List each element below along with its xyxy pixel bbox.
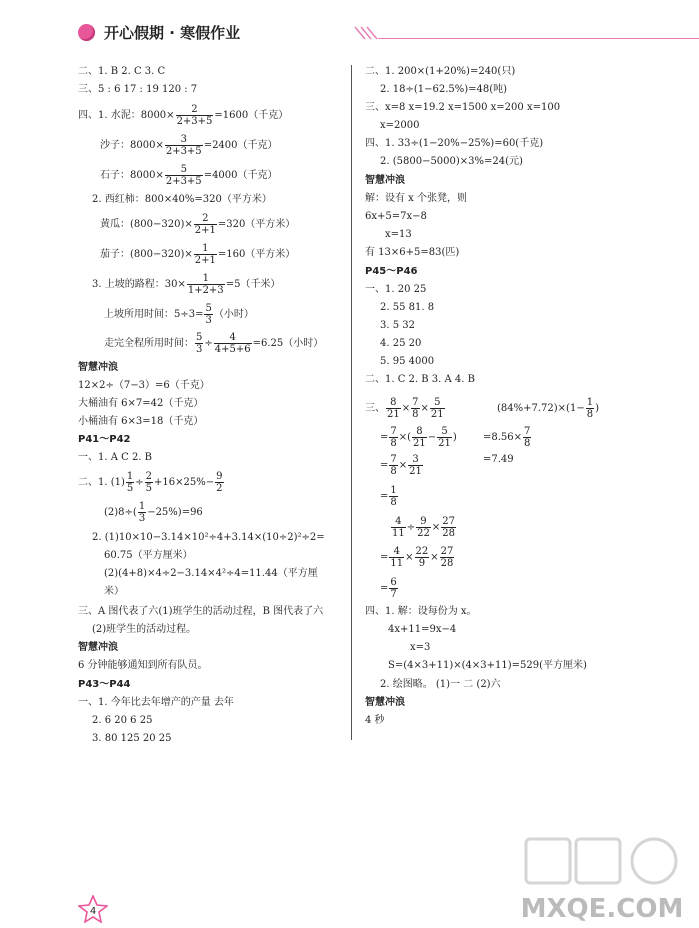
fraction	[214, 332, 252, 355]
answer-line: 5. 95 4000	[380, 356, 435, 367]
section-heading: 智慧冲浪	[365, 697, 405, 708]
answer-text: =320（平方米）	[217, 219, 296, 230]
denominator: 21	[430, 409, 444, 420]
numerator: 8	[386, 397, 401, 409]
denominator: 2+3+5	[165, 146, 202, 157]
answer-text: 茄子：(800−320)×	[100, 249, 193, 260]
answer-text: =5（千米）	[225, 279, 281, 290]
denominator: 2	[216, 483, 223, 494]
answer-line	[483, 426, 532, 449]
numerator: 1	[187, 273, 225, 285]
denominator: 8	[390, 438, 397, 449]
denominator: 8	[412, 409, 419, 420]
answer-line: 二、1. C 2. B 3. A 4. B	[365, 374, 475, 385]
denominator: 5	[126, 483, 134, 494]
denominator: 11	[390, 558, 404, 569]
answer-line	[100, 164, 278, 187]
numerator: 27	[440, 546, 454, 557]
answer-line: 2. 18÷(1−62.5%)=48(吨)	[380, 84, 508, 95]
fraction	[389, 577, 397, 600]
fraction	[194, 243, 217, 266]
answer-line: 60.75（平方厘米）	[104, 550, 193, 561]
answer-line: x=13	[385, 229, 412, 240]
answer-line: 6x+5=7x−8	[365, 211, 427, 222]
answer-text: )	[452, 432, 457, 443]
answer-line: 一、1. A C 2. B	[78, 452, 153, 463]
numerator: 1	[390, 485, 397, 496]
numerator: 7	[412, 397, 419, 408]
numerator: 3	[165, 134, 203, 146]
fraction	[440, 546, 455, 569]
answer-line: 3. 5 32	[380, 320, 415, 331]
answer-text: )	[595, 403, 599, 414]
numerator: 6	[390, 577, 397, 588]
fraction	[389, 546, 404, 569]
answer-line: 三、A 图代表了六(1)班学生的活动过程，B 图代表了六	[78, 606, 324, 617]
fraction	[437, 426, 452, 449]
denominator: 8	[390, 497, 397, 508]
answer-line	[100, 134, 278, 157]
fraction	[187, 273, 225, 296]
numerator: 1	[138, 501, 146, 512]
denominator: 5	[145, 483, 153, 494]
answer-line	[380, 454, 424, 477]
answer-text: =160（平方米）	[217, 249, 296, 260]
answer-text: ×	[431, 522, 441, 533]
header-title: 开心假期 · 寒假作业	[104, 24, 241, 42]
answer-line	[104, 303, 254, 326]
answer-line	[104, 501, 203, 524]
answer-text: ÷	[204, 338, 213, 349]
fraction	[523, 426, 531, 449]
answer-text: =	[380, 583, 389, 594]
answer-text: −25%)=96	[147, 507, 203, 518]
answer-line: 4. 25 20	[380, 338, 422, 349]
fraction	[195, 332, 203, 355]
numerator: 22	[415, 546, 429, 557]
denominator: 21	[387, 409, 400, 420]
answer-text: =	[380, 552, 389, 563]
answer-line: 3. 80 125 20 25	[92, 733, 172, 744]
numerator: 1	[126, 471, 134, 482]
answer-text: =2400（千克）	[203, 140, 278, 151]
answer-line: 二、1. B 2. C 3. C	[78, 66, 166, 77]
answer-line: 4x+11=9x−4	[388, 624, 457, 635]
numerator: 9	[216, 471, 223, 482]
section-heading: P45～P46	[365, 266, 418, 277]
numerator: 7	[390, 426, 397, 437]
answer-line	[380, 546, 455, 569]
answer-text: =8.56×	[483, 432, 523, 443]
answer-text: 3. 上坡的路程：30×	[92, 279, 186, 290]
watermark-logo-icon	[512, 833, 692, 925]
numerator: 5	[205, 303, 212, 314]
numerator: 5	[430, 397, 445, 409]
answer-line: 2. 绘图略。 (1)一 二 (2)六	[380, 679, 501, 690]
answer-text: ×	[430, 552, 439, 563]
fraction	[215, 471, 223, 494]
answer-text: 黄瓜：(800−320)×	[100, 219, 193, 230]
fraction	[441, 516, 456, 539]
answer-line	[497, 397, 599, 420]
fraction	[386, 397, 401, 420]
answer-line: 四、1. 解：设每份为 x。	[365, 606, 477, 617]
fraction	[430, 397, 445, 420]
page-number: 4	[89, 906, 97, 917]
section-heading: 智慧冲浪	[365, 175, 405, 186]
answer-line	[100, 213, 295, 236]
fraction	[586, 397, 594, 420]
fraction	[176, 104, 214, 127]
fraction	[391, 516, 406, 539]
answer-text: ÷	[406, 522, 416, 533]
numerator: 2	[176, 104, 214, 116]
answer-text: ÷	[135, 477, 144, 488]
answer-line: 2. (1)10×10−3.14×10²÷4+3.14×(10÷2)²÷2=	[92, 532, 325, 543]
denominator: 28	[440, 558, 454, 569]
answer-line: 一、1. 20 25	[365, 284, 427, 295]
denominator: 22	[417, 528, 430, 539]
slash-decoration-icon	[354, 26, 380, 40]
answer-line: 2. (5800−5000)×3%=24(元)	[380, 156, 523, 167]
answer-line: 解：设有 x 个张凳，则	[365, 193, 467, 204]
fraction	[145, 471, 153, 494]
numerator: 3	[408, 454, 423, 466]
fraction	[411, 397, 419, 420]
denominator: 3	[196, 344, 203, 355]
numerator: 27	[442, 516, 455, 527]
answer-line: 一、1. 今年比去年增产的产量 去年	[78, 697, 234, 708]
answer-text: ×	[401, 403, 411, 414]
fraction	[389, 426, 397, 449]
numerator: 9	[416, 516, 431, 528]
answer-line: 小桶油有 6×3=18（千克）	[78, 416, 204, 427]
answer-text: 二、1. (1)	[78, 477, 125, 488]
answer-text: 走完全程所用时间：	[104, 338, 194, 349]
answer-line: x=2000	[380, 120, 420, 131]
denominator: 21	[409, 466, 422, 477]
denominator: 8	[524, 438, 531, 449]
answer-line: 2. 西红柿：800×40%=320（平方米）	[92, 194, 272, 205]
answer-text: 四、1. 水泥：8000×	[78, 110, 175, 121]
denominator: 21	[438, 438, 451, 449]
star-page-badge-icon	[78, 895, 108, 923]
answer-line: 4 秒	[365, 715, 385, 726]
answer-line	[365, 397, 446, 420]
denominator: 2+1	[194, 225, 216, 236]
numerator: 5	[165, 164, 203, 176]
answer-text: (2)8÷(	[104, 507, 137, 518]
fraction	[165, 134, 203, 157]
denominator: 3	[205, 315, 212, 326]
answer-line: 二、1. 200×(1+20%)=240(只)	[365, 66, 516, 77]
numerator: 8	[412, 426, 427, 438]
answer-text: −	[427, 432, 437, 443]
answer-line: =7.49	[483, 454, 514, 465]
denominator: 8	[390, 466, 397, 477]
denominator: 1+2+3	[187, 285, 224, 296]
fraction	[412, 426, 427, 449]
fraction	[194, 213, 217, 236]
answer-line: 大桶油有 6×7=42（千克）	[78, 398, 204, 409]
denominator: 9	[418, 558, 426, 569]
numerator: 7	[524, 426, 531, 437]
answer-text: 石子：8000×	[100, 170, 164, 181]
answer-text: =	[380, 432, 389, 443]
numerator: 5	[437, 426, 452, 438]
header-rule	[378, 38, 699, 39]
section-heading: 智慧冲浪	[78, 362, 118, 373]
answer-text: (84%+7.72)×(1−	[497, 403, 585, 414]
fraction	[126, 471, 134, 494]
answer-line	[104, 332, 323, 355]
answer-line: S=(4×3+11)×(4×3+11)=529(平方厘米)	[388, 660, 587, 671]
denominator: 2+3+5	[165, 176, 202, 187]
answer-text: +16×25%−	[154, 477, 215, 488]
fraction	[204, 303, 212, 326]
denominator: 21	[413, 438, 426, 449]
denominator: 2+1	[194, 255, 216, 266]
answer-line: 有 13×6+5=83(匹)	[365, 247, 460, 258]
fraction	[416, 516, 431, 539]
numerator: 7	[390, 454, 397, 465]
answer-line: (2)班学生的活动过程。	[92, 624, 197, 635]
fraction	[389, 454, 397, 477]
answer-line: 三、x=8 x=19.2 x=1500 x=200 x=100	[365, 102, 561, 113]
section-heading: P43～P44	[78, 679, 131, 690]
answer-line: 2. 6 20 6 25	[92, 715, 153, 726]
fraction	[165, 164, 203, 187]
answer-text: 三、	[365, 403, 385, 414]
answer-text: =4000（千克）	[203, 170, 278, 181]
answer-text: ×	[405, 552, 414, 563]
answer-line: 2. 55 81. 8	[380, 302, 435, 313]
fraction	[408, 454, 423, 477]
denominator: 7	[390, 589, 397, 600]
answer-line	[380, 426, 457, 449]
numerator: 2	[145, 471, 153, 482]
answer-line	[100, 243, 295, 266]
fraction	[389, 485, 397, 508]
answer-text: （小时）	[213, 309, 254, 320]
numerator: 4	[391, 516, 406, 528]
answer-text: 上坡所用时间：5÷3=	[104, 309, 204, 320]
numerator: 5	[196, 332, 203, 343]
numerator: 1	[194, 243, 217, 255]
denominator: 28	[442, 528, 455, 539]
numerator: 2	[194, 213, 217, 225]
answer-line	[380, 577, 399, 600]
answer-line: 三、5 : 6 17 : 19 120 : 7	[78, 84, 198, 95]
answer-line	[92, 273, 280, 296]
answer-line	[78, 104, 288, 127]
answer-text: =6.25（小时）	[252, 338, 324, 349]
watermark	[512, 833, 692, 925]
answer-text: ×	[420, 403, 429, 414]
answer-text: ×(	[398, 432, 412, 443]
numerator: 4	[214, 332, 252, 344]
fraction	[138, 501, 146, 524]
section-heading: 智慧冲浪	[78, 642, 118, 653]
section-heading: P41～P42	[78, 434, 131, 445]
answer-line: (2)(4+8)×4÷2−3.14×4²÷4=11.44（平方厘	[104, 568, 318, 579]
pink-circle-icon	[78, 24, 95, 41]
answer-text: =	[380, 491, 389, 502]
numerator: 4	[389, 546, 404, 558]
answer-text: 沙子：8000×	[100, 140, 164, 151]
numerator: 1	[586, 397, 594, 408]
fraction	[415, 546, 430, 569]
answer-line: 米）	[104, 586, 124, 597]
denominator: 3	[138, 513, 146, 524]
denominator: 4+5+6	[214, 344, 251, 355]
answer-line	[78, 471, 225, 494]
answer-text: =1600（千克）	[214, 110, 289, 121]
answer-line	[380, 485, 399, 508]
denominator: 11	[392, 528, 405, 539]
answer-line	[390, 516, 457, 539]
answer-line: 6 分钟能够通知到所有队员。	[78, 660, 208, 671]
page-header	[78, 22, 626, 46]
denominator: 2+3+5	[176, 116, 213, 127]
column-divider	[351, 65, 352, 740]
answer-text: ×	[398, 460, 408, 471]
answer-line: 12×2÷（7−3）=6（千克）	[78, 380, 210, 391]
answer-line: x=3	[410, 642, 431, 653]
denominator: 8	[586, 409, 594, 420]
answer-line: 四、1. 33÷(1−20%−25%)=60(千克)	[365, 138, 544, 149]
watermark-domain: MXQE.COM	[520, 894, 684, 924]
answer-text: =	[380, 460, 389, 471]
